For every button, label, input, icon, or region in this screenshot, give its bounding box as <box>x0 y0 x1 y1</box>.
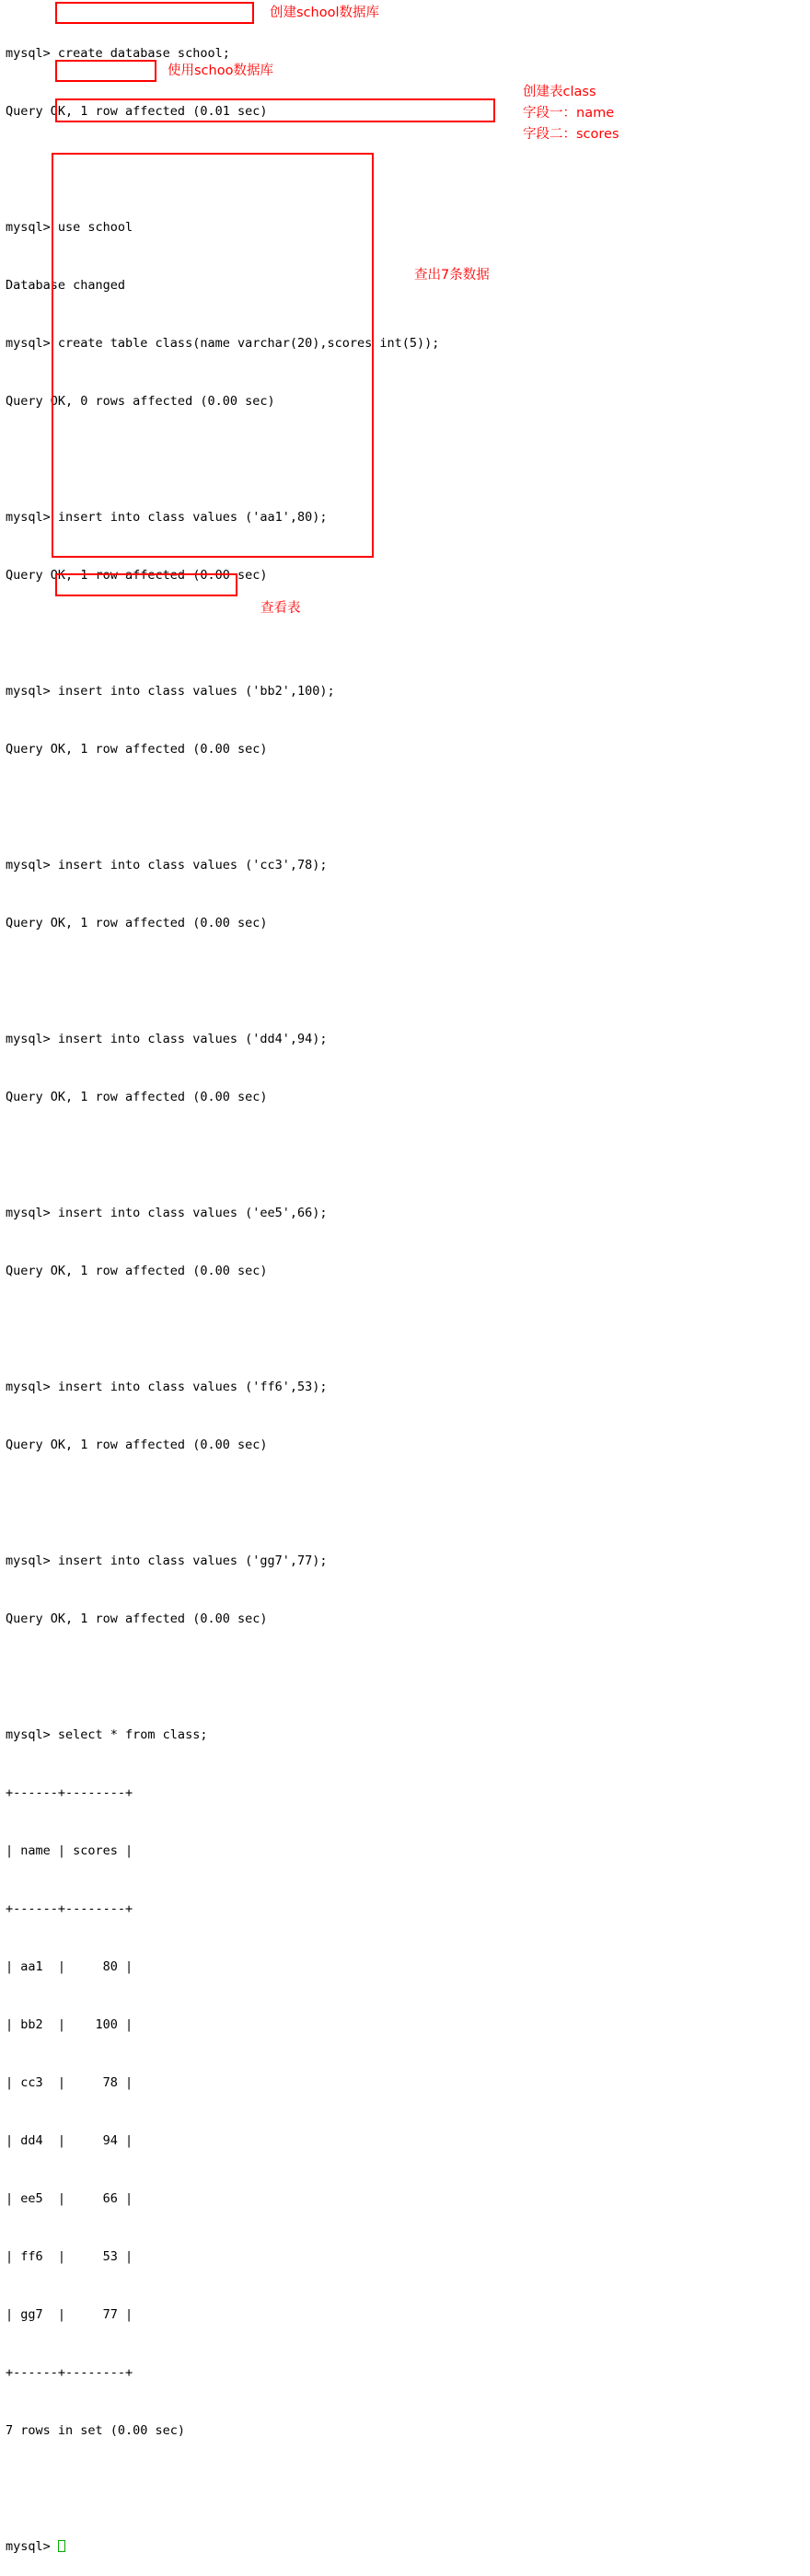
terminal-prompt-line[interactable] <box>6 2537 810 2557</box>
terminal-line: Query OK, 1 row affected (0.00 sec) <box>6 916 268 930</box>
terminal-line: Query OK, 0 rows affected (0.00 sec) <box>6 394 275 409</box>
annotation-create-table-field2: 字段二：scores <box>523 127 619 142</box>
annotation-create-table-field1: 字段一：name <box>523 106 615 121</box>
terminal-line: | dd4 | 94 | <box>6 2133 133 2148</box>
terminal-line: Query OK, 1 row affected (0.00 sec) <box>6 568 268 583</box>
terminal-line <box>6 1494 810 1513</box>
terminal-line: | gg7 | 77 | <box>6 2307 133 2322</box>
terminal-line: mysql> insert into class values ('dd4',94); <box>6 1032 328 1046</box>
terminal-line: | aa1 | 80 | <box>6 1959 133 1974</box>
terminal-line: +------+--------+ <box>6 1901 133 1916</box>
terminal-line: +------+--------+ <box>6 1785 133 1800</box>
terminal-line <box>6 1668 810 1687</box>
terminal-line: | cc3 | 78 | <box>6 2075 133 2090</box>
terminal-line: | bb2 | 100 | <box>6 2017 133 2032</box>
prompt-text: mysql> <box>6 2539 58 2554</box>
annotation-use-database: 使用schoo数据库 <box>168 64 273 78</box>
terminal-line: mysql> insert into class values ('ff6',53); <box>6 1380 328 1394</box>
terminal-line: Query OK, 1 row affected (0.00 sec) <box>6 742 268 757</box>
annotation-create-table-title: 创建表class <box>523 85 596 99</box>
terminal-line <box>6 624 810 643</box>
terminal-line: Database changed <box>6 278 126 293</box>
terminal-line: mysql> insert into class values ('cc3',78); <box>6 858 328 872</box>
terminal-line: mysql> insert into class values ('ee5',66); <box>6 1206 328 1220</box>
terminal-line <box>6 450 810 469</box>
terminal-line <box>6 1320 810 1339</box>
terminal-line <box>6 160 810 179</box>
terminal-line: 7 rows in set (0.00 sec) <box>6 2423 186 2438</box>
terminal-line: Query OK, 1 row affected (0.00 sec) <box>6 1611 268 1626</box>
terminal-line: +------+--------+ <box>6 2365 133 2380</box>
terminal-line: | ff6 | 53 | <box>6 2249 133 2264</box>
terminal-line: | ee5 | 66 | <box>6 2191 133 2206</box>
terminal-line: mysql> insert into class values ('bb2',100); <box>6 684 335 699</box>
terminal-line: mysql> insert into class values ('gg7',77); <box>6 1554 328 1568</box>
terminal-line: Query OK, 1 row affected (0.01 sec) <box>6 104 268 119</box>
terminal-line <box>6 2479 810 2499</box>
terminal-line: mysql> create table class(name varchar(20),scores int(5)); <box>6 336 440 351</box>
terminal-line: mysql> select * from class; <box>6 1727 208 1742</box>
terminal-line <box>6 1146 810 1165</box>
terminal-line: Query OK, 1 row affected (0.00 sec) <box>6 1438 268 1452</box>
text-cursor <box>58 2540 65 2552</box>
terminal-line: mysql> insert into class values ('aa1',80); <box>6 510 328 525</box>
terminal-line: mysql> use school <box>6 220 133 235</box>
terminal-line: Query OK, 1 row affected (0.00 sec) <box>6 1264 268 1278</box>
terminal-line: mysql> create database school; <box>6 46 230 61</box>
annotation-insert-rows: 查出7条数据 <box>414 268 490 283</box>
annotation-create-database: 创建school数据库 <box>270 6 379 20</box>
terminal-line: Query OK, 1 row affected (0.00 sec) <box>6 1090 268 1104</box>
terminal-line: | name | scores | <box>6 1843 133 1858</box>
terminal-line <box>6 798 810 817</box>
annotation-select-table: 查看表 <box>260 601 301 616</box>
terminal-line <box>6 972 810 991</box>
